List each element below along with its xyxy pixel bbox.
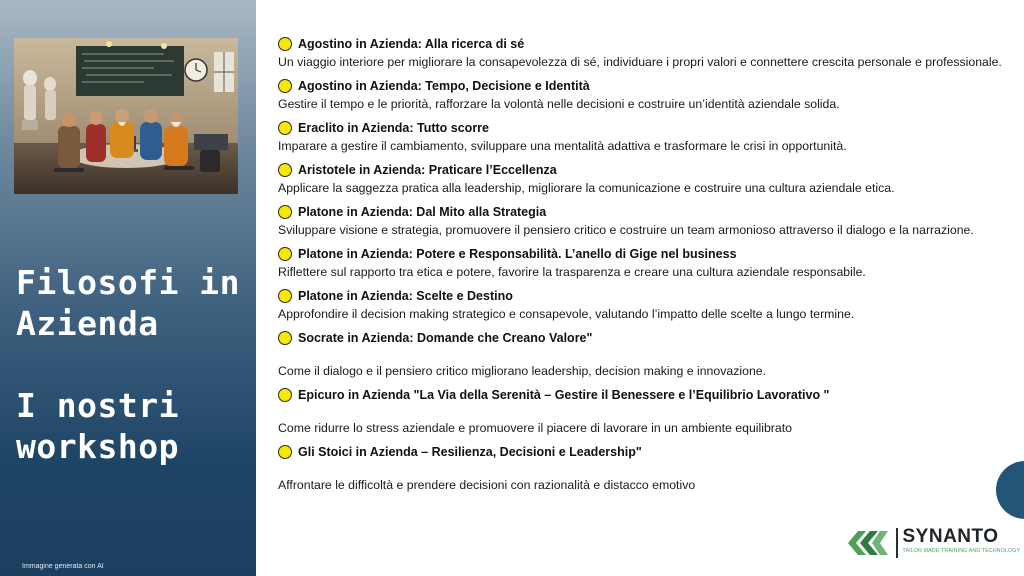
yellow-circle-bullet-icon <box>278 289 292 303</box>
workshop-list <box>278 36 1008 501</box>
logo-name: SYNANTO <box>902 526 999 547</box>
yellow-circle-bullet-icon <box>278 331 292 345</box>
workshop-item <box>278 387 1008 437</box>
workshop-description: Gestire il tempo e le priorità, rafforzare la volontà nelle decisioni e costruire un’identità aziendale solida. <box>278 97 840 111</box>
workshop-item <box>278 330 1008 380</box>
workshop-description: Imparare a gestire il cambiamento, sviluppare una mentalità adattiva e trasformare le crisi in opportunità. <box>278 139 847 153</box>
workshop-item <box>278 444 1008 494</box>
workshop-item <box>278 288 1008 323</box>
yellow-circle-bullet-icon <box>278 247 292 261</box>
logo-tagline: TAILOR MADE TRAINING AND TECHNOLOGY <box>902 548 1021 554</box>
workshop-title: Agostino in Azienda: Tempo, Decisione e Identità <box>298 79 590 93</box>
workshop-title: Platone in Azienda: Dal Mito alla Strategia <box>298 205 547 219</box>
subtitle-line-1: I nostri <box>16 386 179 425</box>
sidebar-title <box>16 262 246 467</box>
workshop-item <box>278 120 1008 155</box>
workshop-description: Come ridurre lo stress aziendale e promuovere il piacere di lavorare in un ambiente equilibrato <box>278 421 793 435</box>
workshop-description: Come il dialogo e il pensiero critico migliorano leadership, decision making e innovazione. <box>278 364 767 378</box>
yellow-circle-bullet-icon <box>278 37 292 51</box>
workshop-title: Agostino in Azienda: Alla ricerca di sé <box>298 37 525 51</box>
logo-text <box>903 527 1021 554</box>
workshop-title: Eraclito in Azienda: Tutto scorre <box>298 121 489 135</box>
yellow-circle-bullet-icon <box>278 163 292 177</box>
yellow-circle-bullet-icon <box>278 388 292 402</box>
logo-divider <box>896 528 898 558</box>
workshop-item <box>278 162 1008 197</box>
yellow-circle-bullet-icon <box>278 79 292 93</box>
workshop-title: Epicuro in Azienda "La Via della Serenità – Gestire il Benessere e l’Equilibrio Lavorativo " <box>298 388 830 402</box>
philosophers-office-illustration <box>14 38 238 194</box>
title-line-1: Filosofi in <box>16 263 241 302</box>
yellow-circle-bullet-icon <box>278 445 292 459</box>
workshop-item <box>278 36 1008 71</box>
workshop-description: Applicare la saggezza pratica alla leadership, migliorare la comunicazione e costruire una cultura aziendale etica. <box>278 181 895 195</box>
workshop-description: Sviluppare visione e strategia, promuovere il pensiero critico e costruire un team armonioso attraverso il dialogo e la narrazione. <box>278 223 974 237</box>
title-line-2: Azienda <box>16 304 159 343</box>
workshop-description: Approfondire il decision making strategico e consapevole, valutando l’impatto delle scelte a lungo termine. <box>278 307 855 321</box>
subtitle-line-2: workshop <box>16 427 179 466</box>
hero-image <box>14 38 238 194</box>
workshop-item <box>278 246 1008 281</box>
workshop-title: Socrate in Azienda: Domande che Creano Valore" <box>298 331 593 345</box>
workshop-description: Un viaggio interiore per migliorare la consapevolezza di sé, individuare i propri valori e connettere crescita personale e professionale. <box>278 55 1002 69</box>
synanto-logo-mark <box>846 527 890 559</box>
image-caption: Immagine generata con AI <box>22 563 104 570</box>
workshop-title: Platone in Azienda: Scelte e Destino <box>298 289 513 303</box>
workshop-description: Affrontare le difficoltà e prendere decisioni con razionalità e distacco emotivo <box>278 478 696 492</box>
workshop-description: Riflettere sul rapporto tra etica e potere, favorire la trasparenza e creare una cultura aziendale responsabile. <box>278 265 866 279</box>
workshop-title: Gli Stoici in Azienda – Resilienza, Decisioni e Leadership" <box>298 445 642 459</box>
sidebar <box>0 0 256 576</box>
yellow-circle-bullet-icon <box>278 121 292 135</box>
workshop-item <box>278 204 1008 239</box>
workshop-item <box>278 78 1008 113</box>
workshop-title: Platone in Azienda: Potere e Responsabilità. L’anello di Gige nel business <box>298 247 737 261</box>
workshop-title: Aristotele in Azienda: Praticare l’Eccellenza <box>298 163 557 177</box>
yellow-circle-bullet-icon <box>278 205 292 219</box>
synanto-logo <box>846 526 1021 563</box>
